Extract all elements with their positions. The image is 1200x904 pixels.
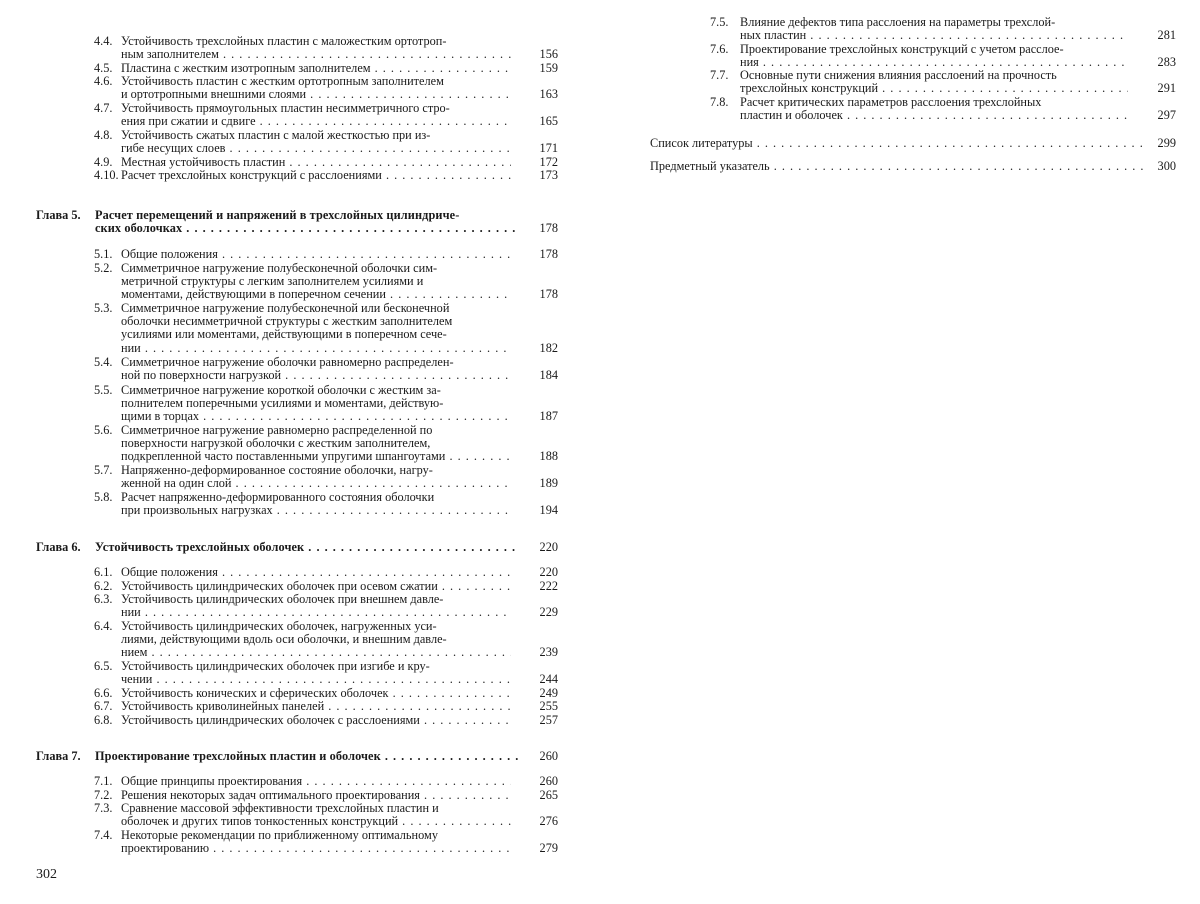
section-number: 7.7. <box>710 68 729 82</box>
section-title: Симметричное нагружение короткой оболочки с жестким за- <box>121 383 441 397</box>
page-ref: 188 <box>539 449 558 464</box>
toc-line <box>0 660 600 673</box>
toc-entry <box>600 137 1200 150</box>
toc-entry <box>0 262 600 302</box>
section-title: подкрепленной часто поставленными упругими шпангоутами . . . <box>121 450 511 463</box>
page-ref: 189 <box>539 476 558 491</box>
section-number: 4.9. <box>94 155 113 169</box>
section-title: Устойчивость конических и сферических оболочек . . . <box>121 687 511 700</box>
page-ref: 265 <box>539 788 558 802</box>
page-ref: 220 <box>539 540 558 554</box>
section-number: 7.5. <box>710 15 729 29</box>
toc-entry <box>0 169 600 182</box>
page-ref: 187 <box>539 409 558 424</box>
section-title: Устойчивость прямоугольных пластин несимметричного стро- <box>121 101 450 115</box>
toc-line <box>0 437 600 450</box>
section-number: 5.4. <box>94 355 113 369</box>
page-ref: 178 <box>539 221 558 236</box>
toc-line <box>0 802 600 815</box>
section-title: Расчет трехслойных конструкций с расслоениями . . . <box>121 169 511 182</box>
section-title: Основные пути снижения влияния расслоений на прочность <box>740 68 1057 82</box>
toc-line <box>0 593 600 606</box>
section-title: Устойчивость цилиндрических оболочек при изгибе и кру- <box>121 659 430 673</box>
section-title: Устойчивость пластин с жестким ортотропным заполнителем <box>121 74 444 88</box>
toc-line <box>0 169 600 182</box>
toc-entry <box>0 248 600 261</box>
toc-line <box>0 829 600 842</box>
section-title: ения при сжатии и сдвиге . . . <box>121 115 511 128</box>
page-ref: 178 <box>539 287 558 302</box>
page-ref: 178 <box>539 247 558 261</box>
toc-entry <box>0 687 600 700</box>
page-ref: 239 <box>539 645 558 660</box>
section-title: Некоторые рекомендации по приближенному оптимальному <box>121 828 438 842</box>
toc-line <box>0 342 600 355</box>
toc-entry <box>0 566 600 579</box>
section-number: 7.1. <box>94 774 113 788</box>
section-title: метричной структуры с легким заполнителем усилиями и <box>121 274 424 289</box>
toc-chapter-entry <box>0 541 600 554</box>
page-ref: 283 <box>1157 55 1176 70</box>
section-number: 4.5. <box>94 61 113 75</box>
page-ref: 220 <box>539 565 558 579</box>
section-number: 4.10. <box>94 168 119 182</box>
section-title: оболочки несимметричной структуры с жестким заполнителем <box>121 314 453 329</box>
toc-entry <box>0 714 600 727</box>
toc-line <box>0 222 600 235</box>
page-ref: 244 <box>539 672 558 687</box>
toc-entry <box>600 160 1200 173</box>
toc-line <box>600 43 1200 56</box>
toc-entry <box>0 593 600 619</box>
toc-line <box>600 96 1200 109</box>
page-ref: 171 <box>539 141 558 156</box>
toc-line <box>0 115 600 128</box>
section-number: 6.8. <box>94 713 113 727</box>
chapter-title: Проектирование трехслойных пластин и оболочек . . . <box>95 750 520 763</box>
section-title: нии . . . <box>121 606 511 619</box>
toc-line <box>0 464 600 477</box>
page-ref: 194 <box>539 503 558 518</box>
toc-entry <box>0 491 600 517</box>
section-title: при произвольных нагрузках . . . <box>121 504 511 517</box>
toc-line <box>600 109 1200 122</box>
section-title: Общие принципы проектирования . . . <box>121 775 511 788</box>
toc-entry <box>0 35 600 61</box>
toc-line <box>0 504 600 517</box>
page-ref: 165 <box>539 114 558 129</box>
section-title: Предметный указатель . . . <box>650 160 1146 173</box>
page-ref: 297 <box>1157 108 1176 123</box>
section-title: моментами, действующими в поперечном сечении . . . <box>121 288 511 301</box>
section-title: ния . . . <box>740 56 1128 69</box>
section-title: щими в торцах . . . <box>121 410 511 423</box>
toc-entry <box>600 96 1200 122</box>
toc-line <box>0 491 600 504</box>
section-title: гибе несущих слоев . . . <box>121 142 511 155</box>
toc-entry <box>0 75 600 101</box>
page-ref: 184 <box>539 368 558 383</box>
section-title: Устойчивость цилиндрических оболочек с расслоениями . . . <box>121 714 511 727</box>
section-number: 4.6. <box>94 74 113 88</box>
toc-line <box>0 541 600 554</box>
page-ref: 279 <box>539 841 558 856</box>
section-title: Устойчивость цилиндрических оболочек при внешнем давле- <box>121 592 444 606</box>
page-ref: 276 <box>539 814 558 829</box>
toc-entry <box>600 43 1200 69</box>
page-ref: 300 <box>1157 159 1176 173</box>
section-number: 5.6. <box>94 423 113 437</box>
toc-line <box>0 410 600 423</box>
section-number: 5.7. <box>94 463 113 477</box>
toc-line <box>0 356 600 369</box>
section-number: 5.2. <box>94 261 113 275</box>
toc-line <box>0 248 600 261</box>
section-number: 7.3. <box>94 801 113 815</box>
page-ref: 172 <box>539 155 558 169</box>
section-title: поверхности нагрузкой оболочки с жестким заполнителем, <box>121 436 431 451</box>
section-title: Общие положения . . . <box>121 248 511 261</box>
toc-entry <box>0 384 600 424</box>
section-number: 5.1. <box>94 247 113 261</box>
page-ref: 173 <box>539 168 558 182</box>
section-title: Устойчивость цилиндрических оболочек при осевом сжатии . . . <box>121 580 511 593</box>
section-number: 6.3. <box>94 592 113 606</box>
toc-line <box>0 75 600 88</box>
toc-line <box>0 142 600 155</box>
toc-line <box>0 288 600 301</box>
toc-chapter-entry <box>0 750 600 763</box>
page-ref: 159 <box>539 61 558 75</box>
page-ref: 182 <box>539 340 558 355</box>
chapter-title: Расчет перемещений и напряжений в трехслойных цилиндриче- <box>95 208 460 222</box>
section-title: усилиями или моментами, действующими в поперечном сече- <box>121 327 447 342</box>
page-ref: 257 <box>539 713 558 727</box>
chapter-number: Глава 7. <box>36 749 81 763</box>
section-number: 6.6. <box>94 686 113 700</box>
toc-entry <box>0 775 600 788</box>
section-title: Проектирование трехслойных конструкций с учетом расслое- <box>740 42 1064 56</box>
section-title: Пластина с жестким изотропным заполнителем . . . <box>121 62 511 75</box>
section-title: ной по поверхности нагрузкой . . . <box>121 369 511 382</box>
toc-entry <box>0 156 600 169</box>
section-title: Симметричное нагружение полубесконечной или бесконечной <box>121 301 450 315</box>
page-ref: 249 <box>539 686 558 700</box>
toc-line <box>0 275 600 288</box>
section-title: женной на один слой . . . <box>121 477 511 490</box>
toc-line <box>0 646 600 659</box>
section-number: 7.4. <box>94 828 113 842</box>
toc-line <box>0 606 600 619</box>
toc-entry <box>600 69 1200 95</box>
page-ref: 260 <box>539 774 558 788</box>
section-title: Решения некоторых задач оптимального проектирования . . . <box>121 789 511 802</box>
toc-line <box>600 160 1200 173</box>
section-number: 7.2. <box>94 788 113 802</box>
section-title: и ортотропными внешними слоями . . . <box>121 88 511 101</box>
toc-line <box>600 69 1200 82</box>
toc-entry <box>0 620 600 660</box>
page-ref: 291 <box>1157 81 1176 96</box>
page-ref: 281 <box>1157 28 1176 43</box>
section-title: Устойчивость сжатых пластин с малой жесткостью при из- <box>121 128 431 142</box>
section-title: Напряженно-деформированное состояние оболочки, нагру- <box>121 463 433 477</box>
page-ref: 299 <box>1157 136 1176 150</box>
toc-entry <box>600 16 1200 42</box>
section-title: нии . . . <box>121 342 511 355</box>
section-number: 7.6. <box>710 42 729 56</box>
toc-entry <box>0 802 600 828</box>
page-ref: 163 <box>539 87 558 102</box>
section-title: пластин и оболочек . . . <box>740 109 1128 122</box>
section-number: 6.7. <box>94 699 113 713</box>
toc-entry <box>0 424 600 464</box>
section-number: 5.3. <box>94 301 113 315</box>
chapter-number: Глава 6. <box>36 540 81 554</box>
toc-line <box>0 48 600 61</box>
section-number: 6.5. <box>94 659 113 673</box>
toc-entry <box>0 464 600 490</box>
toc-line <box>600 82 1200 95</box>
section-title: оболочек и других типов тонкостенных конструкций . . . <box>121 815 511 828</box>
page-number: 302 <box>36 867 57 882</box>
section-title: Расчет напряженно-деформированного состояния оболочки <box>121 490 435 504</box>
section-title: ных пластин . . . <box>740 29 1128 42</box>
section-title: чении . . . <box>121 673 511 686</box>
section-title: проектированию . . . <box>121 842 511 855</box>
toc-line <box>0 397 600 410</box>
section-number: 5.8. <box>94 490 113 504</box>
toc-line <box>0 775 600 788</box>
page-ref: 156 <box>539 47 558 62</box>
page-ref: 222 <box>539 579 558 593</box>
toc-line <box>0 842 600 855</box>
toc-line <box>0 714 600 727</box>
toc-line <box>600 137 1200 150</box>
section-title: Устойчивость трехслойных пластин с маложестким ортотроп- <box>121 34 447 48</box>
toc-line <box>600 29 1200 42</box>
section-title: Симметричное нагружение равномерно распределенной по <box>121 423 433 437</box>
section-title: Общие положения . . . <box>121 566 511 579</box>
toc-entry <box>0 129 600 155</box>
toc-line <box>0 328 600 341</box>
section-title: лиями, действующими вдоль оси оболочки, и внешним давле- <box>121 632 447 647</box>
toc-entry <box>0 660 600 686</box>
toc-line <box>0 156 600 169</box>
section-title: Симметричное нагружение оболочки равномерно распределен- <box>121 355 454 369</box>
section-number: 6.2. <box>94 579 113 593</box>
toc-line <box>0 633 600 646</box>
section-number: 4.4. <box>94 34 113 48</box>
toc-line <box>600 16 1200 29</box>
section-title: ным заполнителем . . . <box>121 48 511 61</box>
page-ref: 255 <box>539 699 558 713</box>
chapter-title: ских оболочках . . . <box>95 222 520 235</box>
toc-entry <box>0 102 600 128</box>
section-title: Местная устойчивость пластин . . . <box>121 156 511 169</box>
section-title: Устойчивость криволинейных панелей . . . <box>121 700 511 713</box>
chapter-title: Устойчивость трехслойных оболочек . . . <box>95 541 520 554</box>
section-number: 6.1. <box>94 565 113 579</box>
section-number: 6.4. <box>94 619 113 633</box>
section-title: Симметричное нагружение полубесконечной оболочки сим- <box>121 261 438 275</box>
section-number: 5.5. <box>94 383 113 397</box>
toc-line <box>0 450 600 463</box>
page-ref: 229 <box>539 605 558 620</box>
toc-line <box>0 477 600 490</box>
toc-line <box>0 129 600 142</box>
toc-entry <box>0 302 600 355</box>
toc-line <box>0 673 600 686</box>
section-title: полнителем поперечными усилиями и моментами, действую- <box>121 396 444 411</box>
section-title: Расчет критических параметров расслоения трехслойных <box>740 95 1042 109</box>
chapter-number: Глава 5. <box>36 208 81 222</box>
toc-line <box>0 815 600 828</box>
section-number: 4.7. <box>94 101 113 115</box>
toc-line <box>0 369 600 382</box>
toc-entry <box>0 700 600 713</box>
section-title: Устойчивость цилиндрических оболочек, нагруженных уси- <box>121 619 437 633</box>
toc-line <box>0 209 600 222</box>
section-title: нием . . . <box>121 646 511 659</box>
section-title: Влияние дефектов типа расслоения на параметры трехслой- <box>740 15 1056 29</box>
section-title: Список литературы . . . <box>650 137 1146 150</box>
section-title: трехслойных конструкций . . . <box>740 82 1128 95</box>
toc-chapter-entry <box>0 209 600 235</box>
toc-line <box>0 700 600 713</box>
toc-line <box>0 88 600 101</box>
toc-line <box>0 35 600 48</box>
toc-entry <box>0 829 600 855</box>
toc-entry <box>0 356 600 382</box>
section-title: Сравнение массовой эффективности трехслойных пластин и <box>121 801 439 815</box>
toc-line <box>0 687 600 700</box>
toc-line <box>0 566 600 579</box>
toc-line <box>0 102 600 115</box>
section-number: 7.8. <box>710 95 729 109</box>
section-number: 4.8. <box>94 128 113 142</box>
toc-line <box>0 750 600 763</box>
page-ref: 260 <box>539 749 558 763</box>
